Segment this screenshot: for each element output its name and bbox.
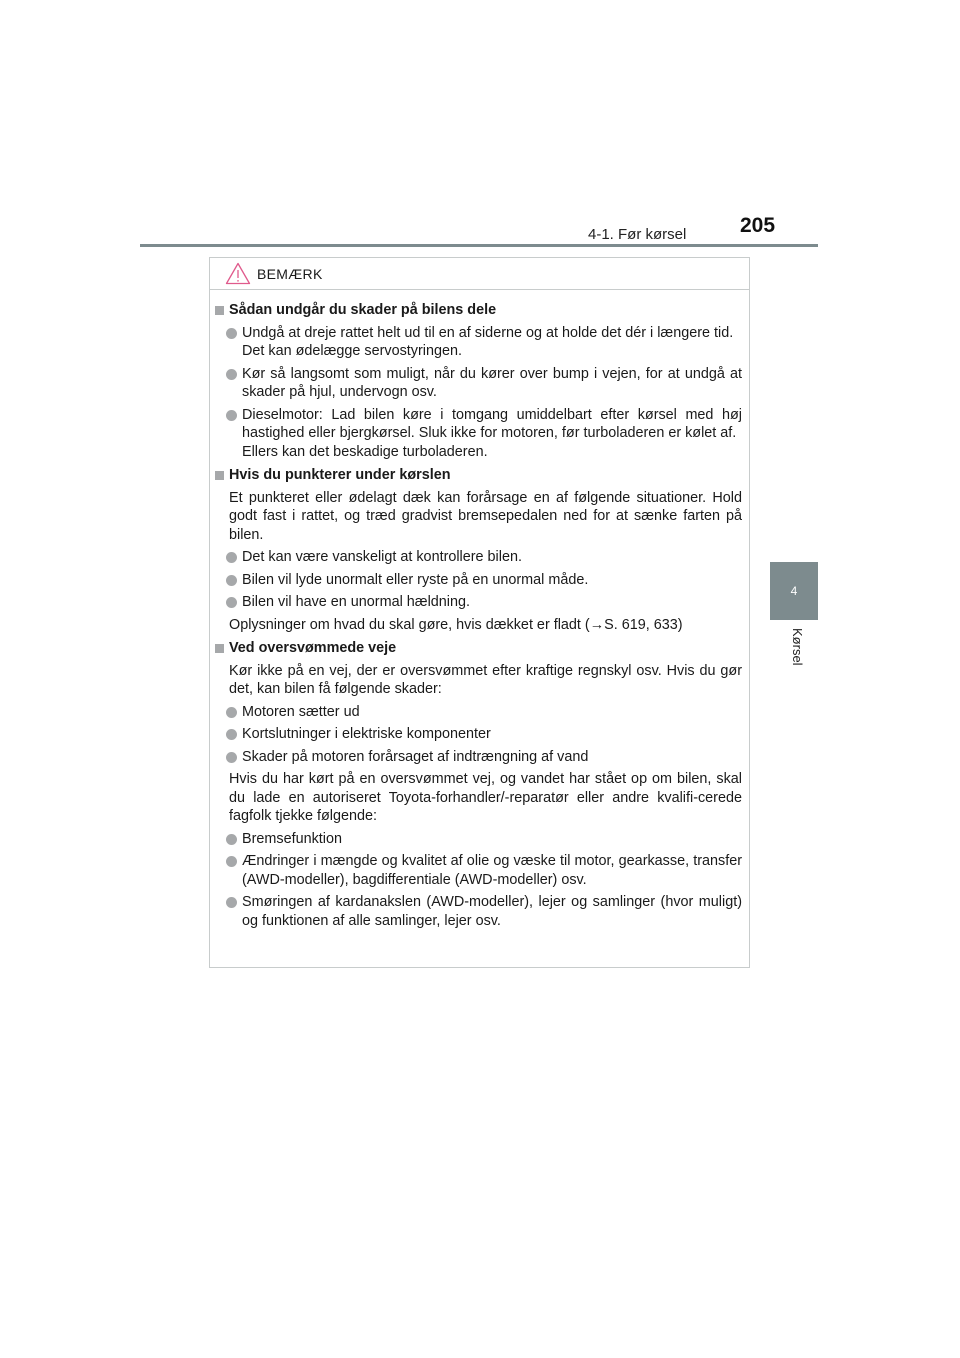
round-bullet-icon: [226, 597, 237, 608]
round-bullet-icon: [226, 897, 237, 908]
page-reference-link[interactable]: Oplysninger om hvad du skal gøre, hvis dækket er fladt (→S. 619, 633): [229, 616, 683, 633]
section-heading: Hvis du punkterer under kørslen: [215, 466, 742, 485]
round-bullet-icon: [226, 856, 237, 867]
round-bullet-icon: [226, 575, 237, 586]
round-bullet-icon: [226, 369, 237, 380]
list-item: Motoren sætter ud: [226, 703, 742, 722]
round-bullet-icon: [226, 328, 237, 339]
paragraph: Hvis du har kørt på en oversvømmet vej, og vandet har stået op om bilen, skal du lade en autoriseret Toyota-forhandler/-reparatør eller andre kvalifi-cerede fagfolk tjekke følgende:: [229, 771, 742, 824]
section-heading: Ved oversvømmede veje: [215, 639, 742, 658]
chapter-number: 4: [790, 584, 798, 598]
notice-title: BEMÆRK: [257, 265, 323, 282]
list-item: Skader på motoren forårsaget af indtrængning af vand: [226, 748, 742, 767]
list-item: Dieselmotor: Lad bilen køre i tomgang umiddelbart efter kørsel med høj hastighed eller bjergkørsel. Sluk ikke for motoren, før turboladeren er kølet af. Ellers kan det beskadige turboladeren.: [226, 406, 742, 462]
list-item: Ændringer i mængde og kvalitet af olie og væske til motor, gearkasse, transfer (AWD-modeller), bagdifferentiale (AWD-modeller) osv.: [226, 852, 742, 889]
round-bullet-icon: [226, 552, 237, 563]
chapter-tab[interactable]: [770, 562, 818, 620]
square-bullet-icon: [215, 644, 224, 653]
warning-triangle-icon: [225, 262, 251, 285]
page-number: 205: [740, 214, 776, 237]
list-item: Det kan være vanskeligt at kontrollere bilen.: [226, 548, 742, 567]
list-item: Smøringen af kardanakslen (AWD-modeller), lejer og samlinger (hvor muligt) og funktionen af alle samlinger, lejer osv.: [226, 893, 742, 930]
chapter-label: Kørsel: [790, 628, 805, 666]
paragraph: Et punkteret eller ødelagt dæk kan forårsage en af følgende situationer. Hold godt fast i rattet, og træd gradvist bremsepedalen ned for at sænke farten på bilen.: [229, 489, 742, 543]
round-bullet-icon: [226, 752, 237, 763]
section-title: 4-1. Før kørsel: [588, 226, 687, 243]
notice-box: [209, 257, 750, 968]
round-bullet-icon: [226, 729, 237, 740]
list-item: Bilen vil have en unormal hældning.: [226, 593, 742, 612]
list-item: Undgå at dreje rattet helt ud til en af siderne og at holde det dér i længere tid. Det kan ødelægge servostyringen.: [226, 324, 742, 361]
header-rule: [140, 244, 818, 247]
round-bullet-icon: [226, 410, 237, 421]
notice-header: [210, 258, 749, 290]
round-bullet-icon: [226, 707, 237, 718]
paragraph: Kør ikke på en vej, der er oversvømmet efter kraftige regnskyl osv. Hvis du gør det, kan bilen få følgende skader:: [229, 662, 742, 697]
square-bullet-icon: [215, 471, 224, 480]
list-item: Bilen vil lyde unormalt eller ryste på en unormal måde.: [226, 571, 742, 590]
list-item: Bremsefunktion: [226, 830, 742, 849]
section-heading: Sådan undgår du skader på bilens dele: [215, 301, 742, 320]
round-bullet-icon: [226, 834, 237, 845]
list-item: Kør så langsomt som muligt, når du kører over bump i vejen, for at undgå at skader på hjul, undervogn osv.: [226, 365, 742, 402]
square-bullet-icon: [215, 306, 224, 315]
notice-content: [210, 290, 749, 930]
list-item: Kortslutninger i elektriske komponenter: [226, 725, 742, 744]
